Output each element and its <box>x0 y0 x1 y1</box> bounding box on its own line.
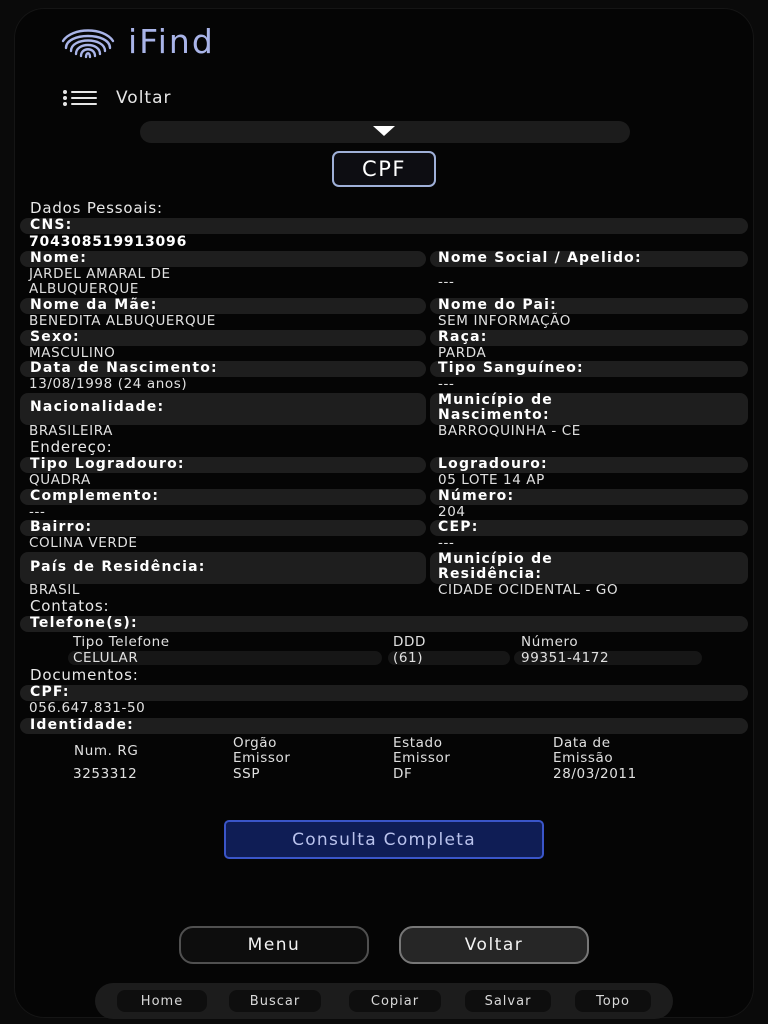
complemento-label: Complemento: <box>30 488 160 504</box>
sexo-label: Sexo: <box>30 329 80 345</box>
section-address: Endereço: <box>30 438 113 456</box>
tab-topo[interactable]: Topo <box>575 990 651 1012</box>
section-personal: Dados Pessoais: <box>30 199 163 217</box>
section-documents: Documentos: <box>30 666 139 684</box>
pais-value: BRASIL <box>29 582 81 598</box>
sangue-label: Tipo Sanguíneo: <box>438 360 584 376</box>
bairro-value: COLINA VERDE <box>29 535 138 551</box>
logradouro-label: Logradouro: <box>438 456 548 472</box>
sexo-label-bar <box>20 330 426 346</box>
nacionalidade-value: BRASILEIRA <box>29 423 113 439</box>
cep-value: --- <box>438 535 455 551</box>
pai-value: SEM INFORMAÇÃO <box>438 313 571 329</box>
cpf-value: 056.647.831-50 <box>29 700 146 716</box>
identidade-label: Identidade: <box>30 717 134 733</box>
rg-col-data-2: Emissão <box>553 750 614 766</box>
tab-buscar[interactable]: Buscar <box>229 990 321 1012</box>
cpf-label: CPF: <box>30 684 70 700</box>
mun-nasc-label-line2: Nascimento: <box>438 407 550 423</box>
document-type-select[interactable] <box>140 121 630 143</box>
cns-label-bar <box>20 218 748 234</box>
phone-col-ddd: DDD <box>393 634 426 650</box>
tipo-log-label: Tipo Logradouro: <box>30 456 185 472</box>
raca-label: Raça: <box>438 329 488 345</box>
rg-col-orgao-2: Emissor <box>233 750 291 766</box>
phone-col-type: Tipo Telefone <box>73 634 170 650</box>
phone-number-value[interactable]: 99351-4172 <box>521 650 610 666</box>
bottom-tabbar <box>95 983 673 1019</box>
nome-value-line2: ALBUQUERQUE <box>29 281 139 297</box>
raca-value: PARDA <box>438 345 487 361</box>
nasc-value: 13/08/1998 (24 anos) <box>29 376 188 392</box>
nome-social-value: --- <box>438 274 455 290</box>
nome-social-label: Nome Social / Apelido: <box>438 250 642 266</box>
bairro-label: Bairro: <box>30 519 93 535</box>
tab-salvar[interactable]: Salvar <box>465 990 551 1012</box>
rg-estado-value: DF <box>393 766 413 782</box>
consulta-completa-button[interactable]: Consulta Completa <box>224 820 544 859</box>
sangue-value: --- <box>438 376 455 392</box>
app-logo <box>60 22 215 61</box>
section-contacts: Contatos: <box>30 597 110 615</box>
mae-value: BENEDITA ALBUQUERQUE <box>29 313 216 329</box>
pais-label: País de Residência: <box>30 559 206 575</box>
mae-label: Nome da Mãe: <box>30 297 158 313</box>
back-label: Voltar <box>116 88 172 108</box>
cpf-button[interactable]: CPF <box>332 151 436 187</box>
tab-home[interactable]: Home <box>117 990 207 1012</box>
rg-col-data-1: Data de <box>553 735 611 751</box>
cpf-label-bar <box>20 685 748 701</box>
mun-nasc-value: BARROQUINHA - CE <box>438 423 581 439</box>
sexo-value: MASCULINO <box>29 345 116 361</box>
complemento-value: --- <box>29 504 46 520</box>
mun-res-value: CIDADE OCIDENTAL - GO <box>438 582 619 598</box>
voltar-button[interactable]: Voltar <box>399 926 589 964</box>
mun-res-label-line1: Município de <box>438 551 553 567</box>
phone-type-value: CELULAR <box>73 650 139 666</box>
logradouro-value: 05 LOTE 14 AP <box>438 472 545 488</box>
phone-ddd-value: (61) <box>393 650 424 666</box>
list-menu-icon <box>62 89 98 107</box>
fingerprint-icon <box>60 24 116 60</box>
mun-nasc-label-line1: Município de <box>438 392 553 408</box>
cns-value: 704308519913096 <box>29 234 188 250</box>
tab-copiar[interactable]: Copiar <box>349 990 441 1012</box>
rg-col-estado-1: Estado <box>393 735 443 751</box>
brand-name: iFind <box>128 22 215 61</box>
rg-col-estado-2: Emissor <box>393 750 451 766</box>
nacionalidade-label: Nacionalidade: <box>30 399 165 415</box>
cep-label: CEP: <box>438 519 479 535</box>
numero-value: 204 <box>438 504 466 520</box>
numero-label: Número: <box>438 488 515 504</box>
rg-data-value: 28/03/2011 <box>553 766 637 782</box>
nome-value-line1: JARDEL AMARAL DE <box>29 266 171 282</box>
rg-num-value: 3253312 <box>73 766 138 782</box>
caret-down-icon <box>373 126 395 136</box>
telefones-label: Telefone(s): <box>30 615 138 631</box>
tipo-log-value: QUADRA <box>29 472 91 488</box>
nasc-label: Data de Nascimento: <box>30 360 218 376</box>
rg-orgao-value: SSP <box>233 766 261 782</box>
back-nav[interactable] <box>62 88 172 108</box>
phone-col-number: Número <box>521 634 579 650</box>
pai-label: Nome do Pai: <box>438 297 557 313</box>
rg-col-orgao-1: Orgão <box>233 735 278 751</box>
mun-res-label-line2: Residência: <box>438 566 543 582</box>
nome-label: Nome: <box>30 250 88 266</box>
rg-col-num: Num. RG <box>74 743 139 759</box>
menu-button[interactable]: Menu <box>179 926 369 964</box>
cns-label: CNS: <box>30 217 73 233</box>
